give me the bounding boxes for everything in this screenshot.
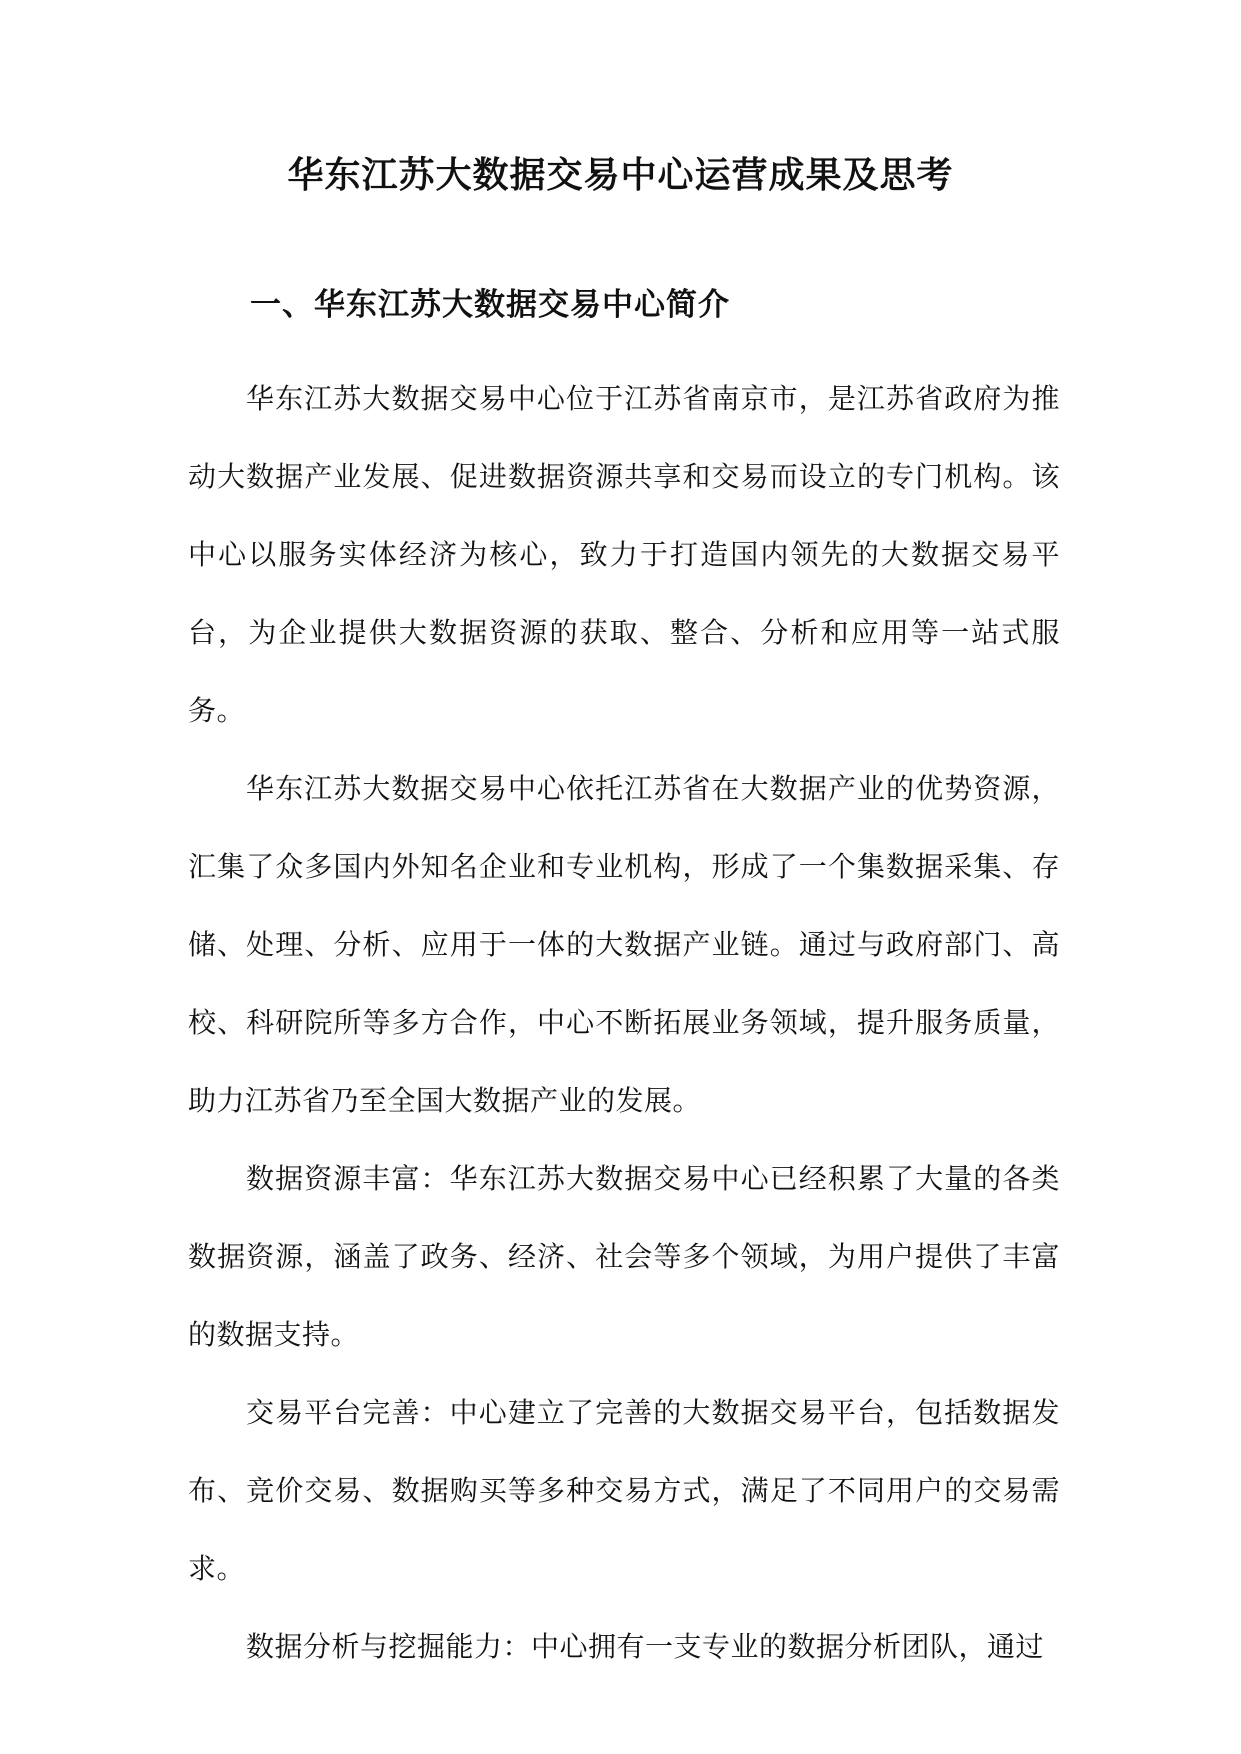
document-body	[188, 360, 1060, 1686]
paragraph-resources: 华东江苏大数据交易中心依托江苏省在大数据产业的优势资源，汇集了众多国内外知名企业和专业机构，形成了一个集数据采集、存储、处理、分析、应用于一体的大数据产业链。通过与政府部门、高校、科研院所等多方合作，中心不断拓展业务领域，提升服务质量，助力江苏省乃至全国大数据产业的发展。	[188, 772, 1060, 1117]
paragraph-analysis: 数据分析与挖掘能力：中心拥有一支专业的数据分析团队，通过	[246, 1630, 1045, 1663]
page-title: 华东江苏大数据交易中心运营成果及思考	[287, 155, 954, 196]
paragraph-data-rich: 数据资源丰富：华东江苏大数据交易中心已经积累了大量的各类数据资源，涵盖了政务、经济、社会等多个领域，为用户提供了丰富的数据支持。	[188, 1162, 1060, 1351]
paragraph-platform: 交易平台完善：中心建立了完善的大数据交易平台，包括数据发布、竞价交易、数据购买等多种交易方式，满足了不同用户的交易需求。	[188, 1396, 1060, 1585]
paragraph-intro: 华东江苏大数据交易中心位于江苏省南京市，是江苏省政府为推动大数据产业发展、促进数据资源共享和交易而设立的专门机构。该中心以服务实体经济为核心，致力于打造国内领先的大数据交易平台，为企业提供大数据资源的获取、整合、分析和应用等一站式服务。	[188, 382, 1060, 727]
section-heading: 一、华东江苏大数据交易中心简介	[250, 287, 730, 323]
